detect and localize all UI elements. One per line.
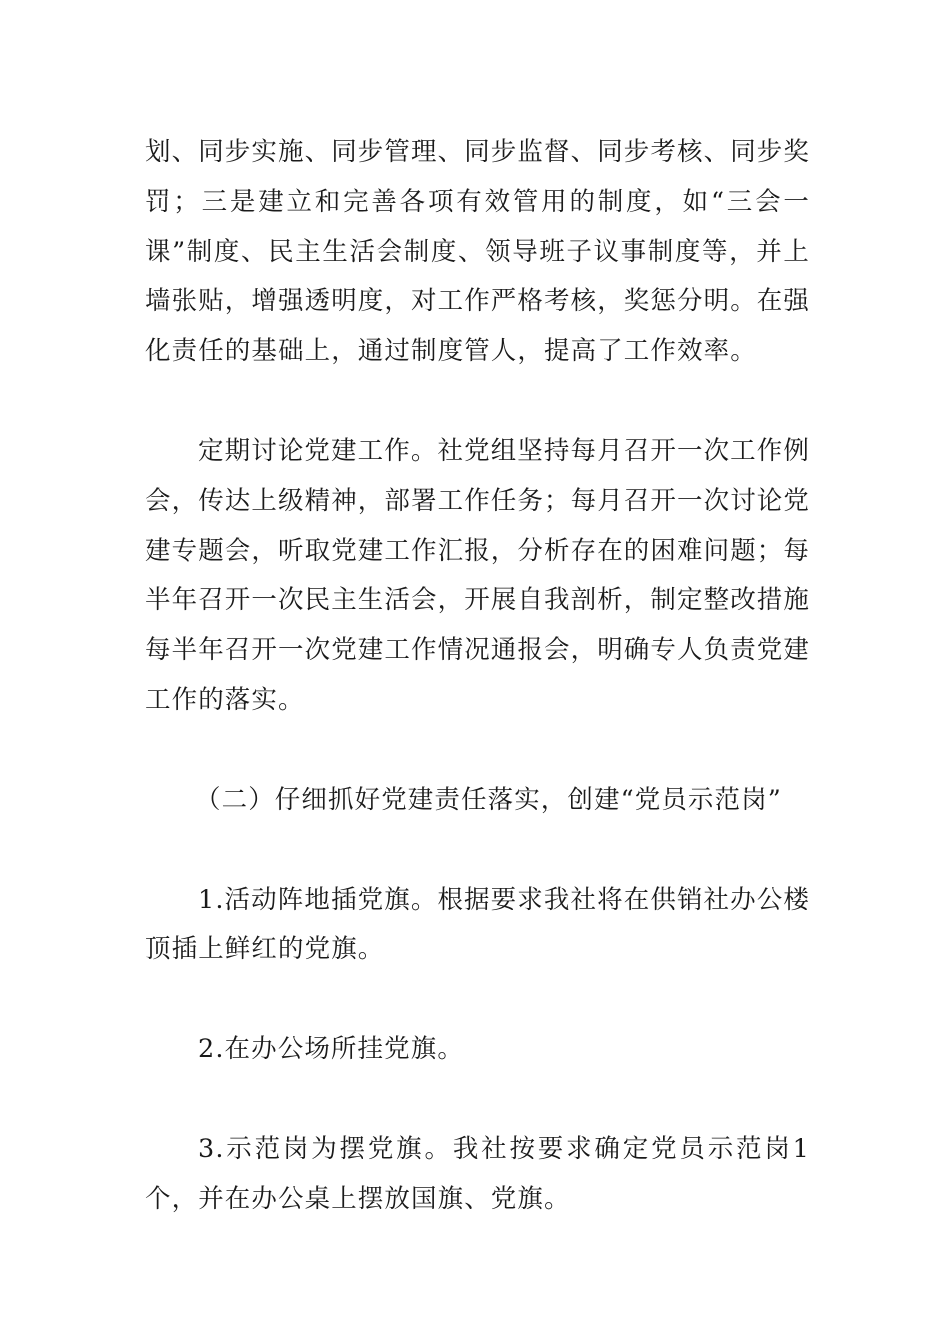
section-heading: （二）仔细抓好党建责任落实，创建“党员示范岗”	[195, 784, 782, 815]
paragraph-gap	[145, 726, 810, 776]
list-item-1: 1.活动阵地插党旗。根据要求我社将在供销社办公楼顶插上鲜红的党旗。	[145, 884, 810, 965]
paragraph-gap	[145, 975, 810, 1025]
document-body	[145, 128, 810, 1225]
paragraph-continuation: 划、同步实施、同步管理、同步监督、同步考核、同步奖罚；三是建立和完善各项有效管用的制度，如“三会一课”制度、民主生活会制度、领导班子议事制度等，并上墙张贴，增强透明度，对工作严格考核，奖惩分明。在强化责任的基础上，通过制度管人，提高了工作效率。	[145, 137, 811, 367]
paragraph-gap	[145, 377, 810, 427]
list-item-3: 3.示范岗为摆党旗。我社按要求确定党员示范岗1个，并在办公桌上摆放国旗、党旗。	[145, 1133, 810, 1214]
paragraph-gap	[145, 826, 810, 876]
list-item-2: 2.在办公场所挂党旗。	[198, 1034, 464, 1065]
paragraph-gap	[145, 1075, 810, 1125]
paragraph-regular-meetings: 定期讨论党建工作。社党组坚持每月召开一次工作例会，传达上级精神，部署工作任务；每月召开一次讨论党建专题会，听取党建工作汇报，分析存在的困难问题；每半年召开一次民主生活会，开展自我剖析，制定整改措施每半年召开一次党建工作情况通报会，明确专人负责党建工作的落实。	[145, 435, 811, 715]
